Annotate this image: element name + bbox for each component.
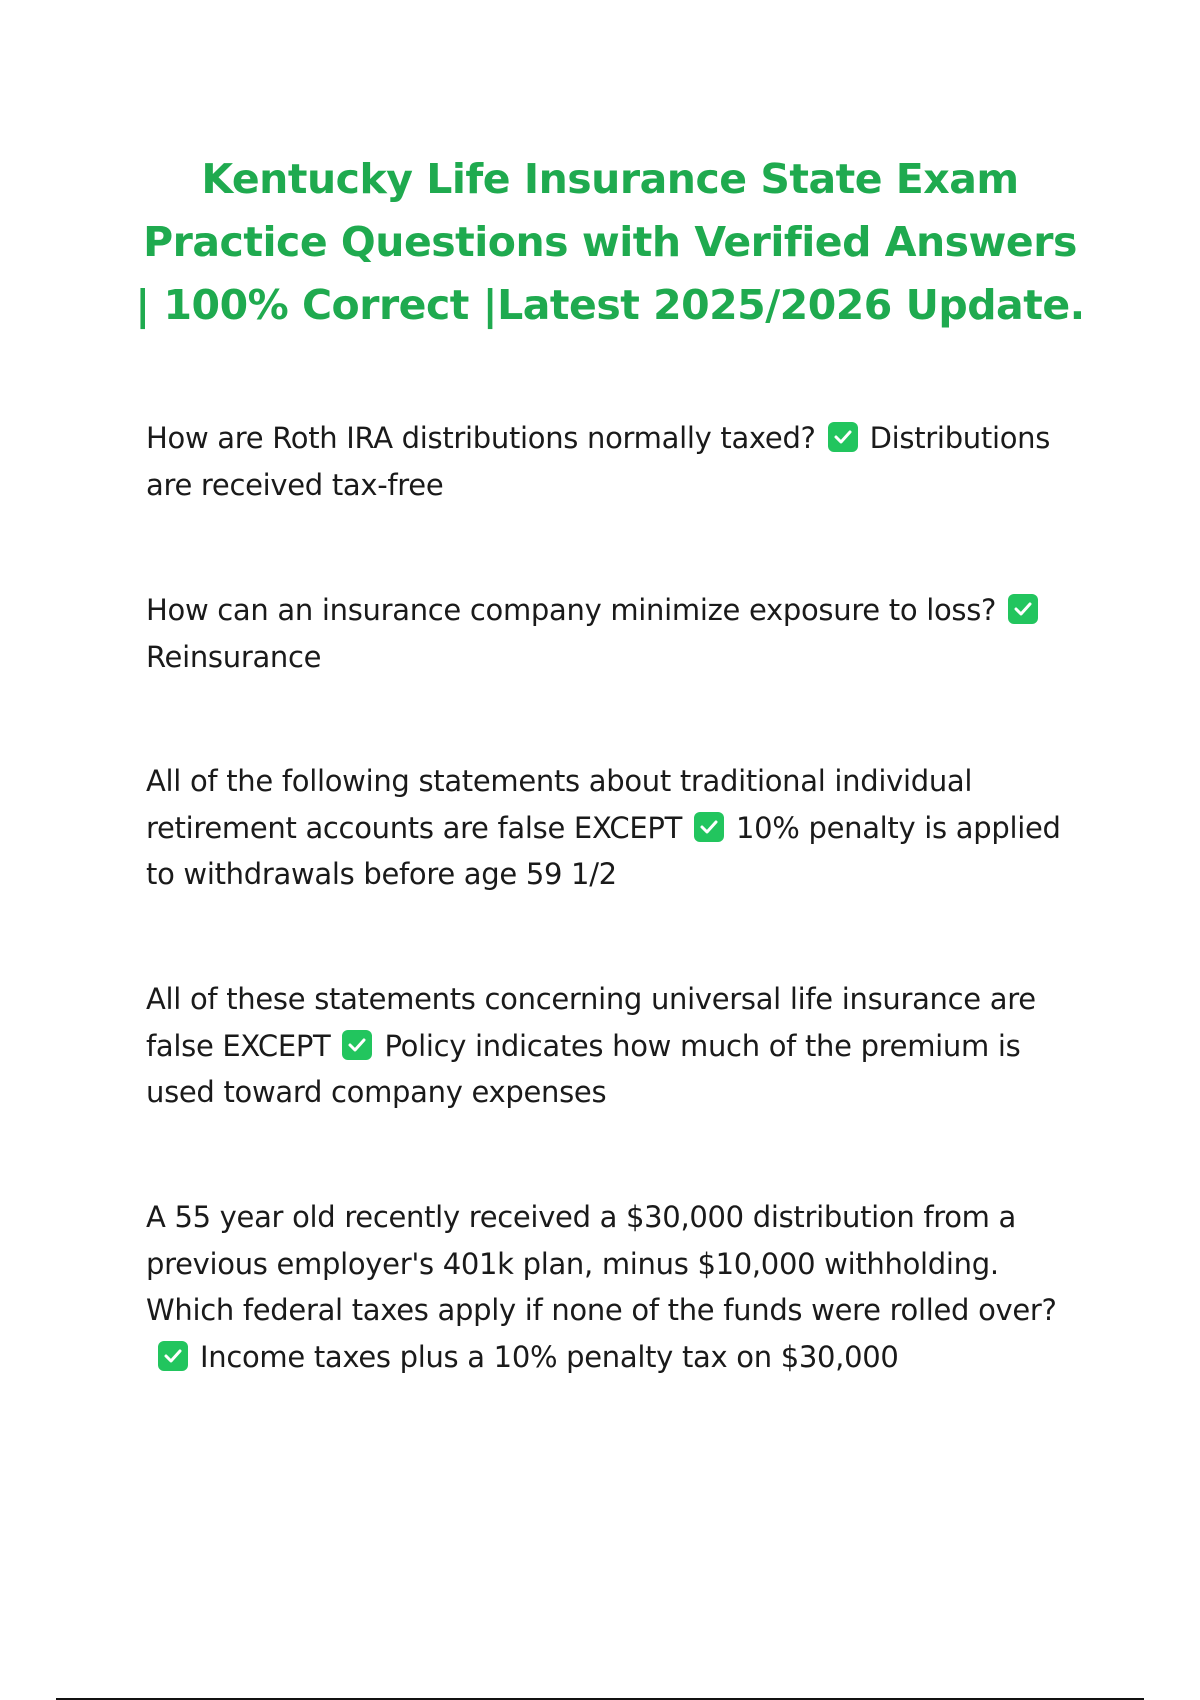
qa-item [146,415,1076,508]
question-text: How can an insurance company minimize exposure to loss? [146,593,997,627]
check-box-icon [1008,594,1038,624]
question-text: How are Roth IRA distributions normally taxed? [146,421,816,455]
answer-text: Reinsurance [146,639,322,674]
question-text: All of the following statements about traditional individual retirement accounts are false EXCEPT [146,764,973,845]
qa-item [146,587,1076,680]
answer-text: 10% penalty is applied to withdrawals before age 59 1/2 [146,810,1061,891]
question-text: All of these statements concerning universal life insurance are false EXCEPT [146,982,1036,1063]
check-box-icon [158,1341,188,1371]
check-box-icon [694,812,724,842]
question-text: A 55 year old recently received a $30,000 distribution from a previous employer's 401k plan, minus $10,000 withholding. Which federal taxes apply if none of the funds were rolled over? [146,1200,1057,1327]
qa-item [146,976,1076,1116]
document-title: Kentucky Life Insurance State Exam Practice Questions with Verified Answers | 100% Correct |Latest 2025/2026 Update. [135,155,1085,329]
answer-text: Distributions are received tax-free [146,421,1051,502]
answer-text: Income taxes plus a 10% penalty tax on $30,000 [200,1339,899,1374]
answer-text: Policy indicates how much of the premium is used toward company expenses [146,1028,1021,1109]
qa-item [146,1194,1076,1380]
check-box-icon [342,1030,372,1060]
check-box-icon [828,422,858,452]
qa-item [146,758,1076,898]
